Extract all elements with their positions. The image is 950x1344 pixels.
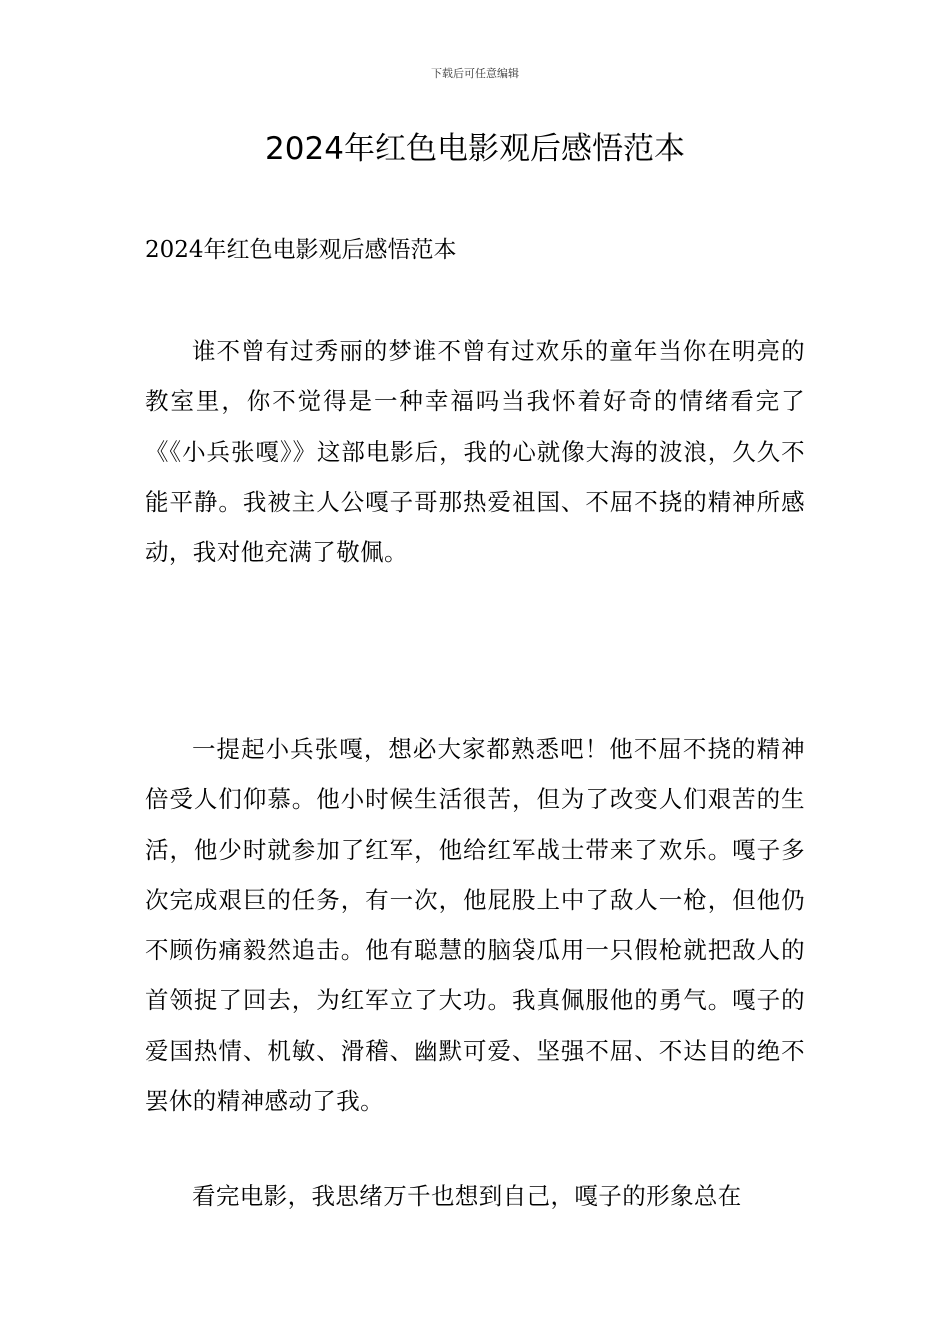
document-title: 2024年红色电影观后感悟范本 <box>265 131 685 167</box>
header-note: 下载后可任意编辑 <box>431 67 519 80</box>
paragraph-1: 谁不曾有过秀丽的梦谁不曾有过欢乐的童年当你在明亮的教室里，你不觉得是一种幸福吗当我怀着好奇的情绪看完了《《小兵张嘎》》这部电影后，我的心就像大海的波浪，久久不能平静。我被主人公嘎子哥那热爱祖国、不屈不挠的精神所感动，我对他充满了敬佩。 <box>145 337 805 567</box>
paragraph-3: 看完电影，我思绪万千也想到自己，嘎子的形象总在 <box>192 1182 742 1210</box>
paragraph-2: 一提起小兵张嘎，想必大家都熟悉吧！他不屈不挠的精神倍受人们仰慕。他小时候生活很苦，但为了改变人们艰苦的生活，他少时就参加了红军，他给红军战士带来了欢乐。嘎子多次完成艰巨的任务，有一次，他屁股上中了敌人一枪，但他仍不顾伤痛毅然追击。他有聪慧的脑袋瓜用一只假枪就把敌人的首领捉了回去，为红军立了大功。我真佩服他的勇气。嘎子的爱国热情、机敏、滑稽、幽默可爱、坚强不屈、不达目的绝不罢休的精神感动了我。 <box>145 735 805 1116</box>
document-subtitle: 2024年红色电影观后感悟范本 <box>145 237 457 263</box>
